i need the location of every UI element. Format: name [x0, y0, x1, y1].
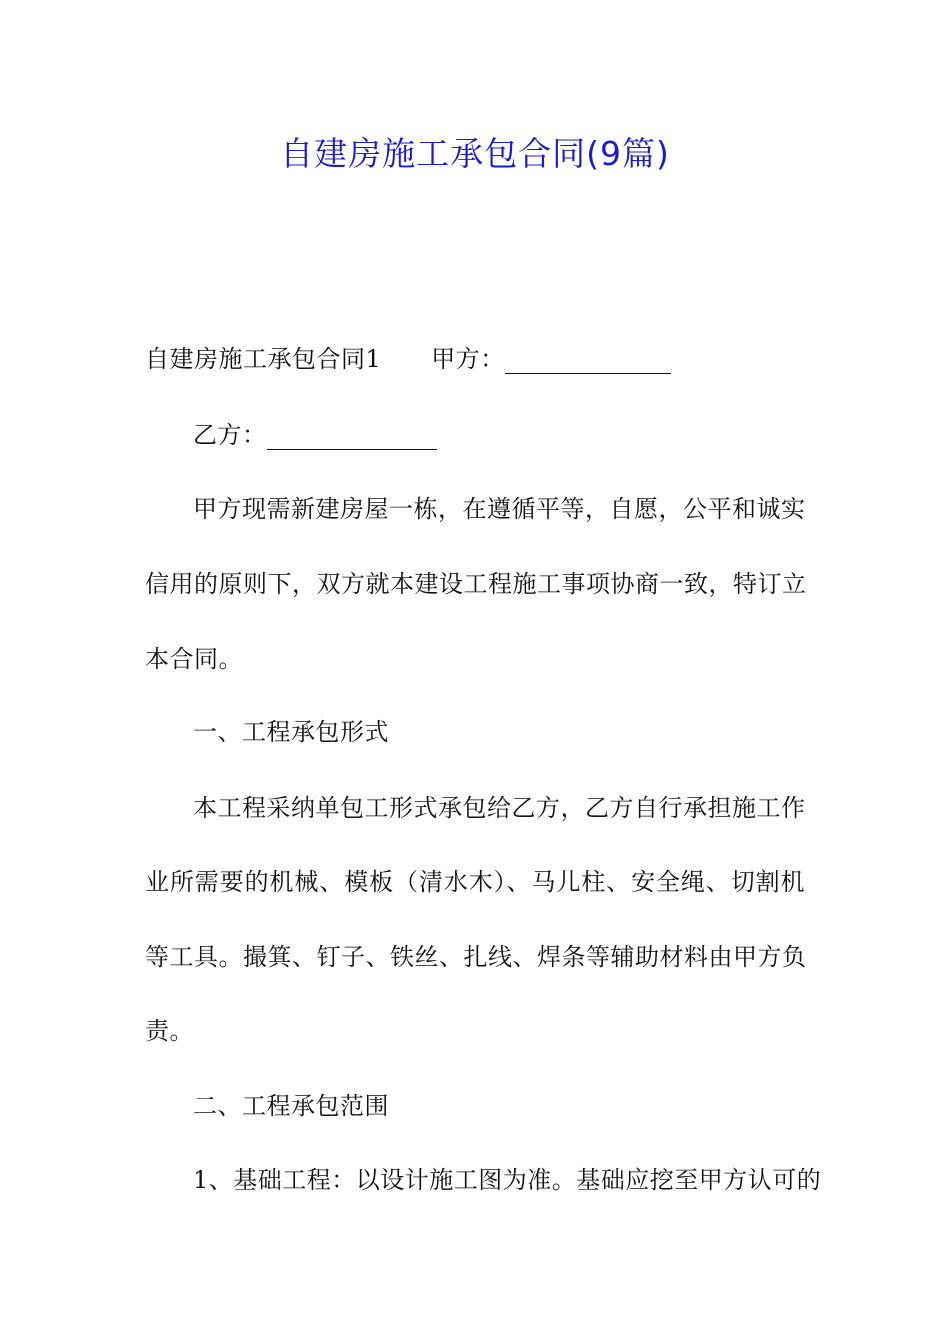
party-a-label: 甲方：: [431, 345, 505, 373]
contract-heading: 自建房施工承包合同1: [145, 345, 382, 373]
paragraph-line: 等工具。撮箕、钉子、铁丝、扎线、焊条等辅助材料由甲方负: [145, 943, 807, 971]
party-b-label: 乙方：: [193, 421, 267, 449]
paragraph-line: 责。: [145, 1017, 194, 1045]
heading-line: [145, 344, 805, 374]
paragraph-line: 本合同。: [145, 645, 243, 673]
section-heading: 二、工程承包范围: [193, 1092, 389, 1120]
party-b-line: [193, 420, 805, 450]
paragraph-line: 本工程采纳单包工形式承包给乙方，乙方自行承担施工作: [193, 794, 806, 822]
document-title: 自建房施工承包合同(9篇): [280, 134, 670, 173]
paragraph-line: 1、基础工程：以设计施工图为准。基础应挖至甲方认可的: [193, 1166, 822, 1194]
paragraph-line: 业所需要的机械、模板（清水木）、马儿柱、安全绳、切割机: [145, 868, 805, 896]
paragraph-line: 甲方现需新建房屋一栋，在遵循平等，自愿，公平和诚实: [193, 495, 806, 523]
party-b-blank: [267, 425, 437, 450]
paragraph-line: 信用的原则下，双方就本建设工程施工事项协商一致，特订立: [145, 570, 807, 598]
party-a-blank: [505, 349, 671, 374]
section-heading: 一、工程承包形式: [193, 718, 389, 746]
